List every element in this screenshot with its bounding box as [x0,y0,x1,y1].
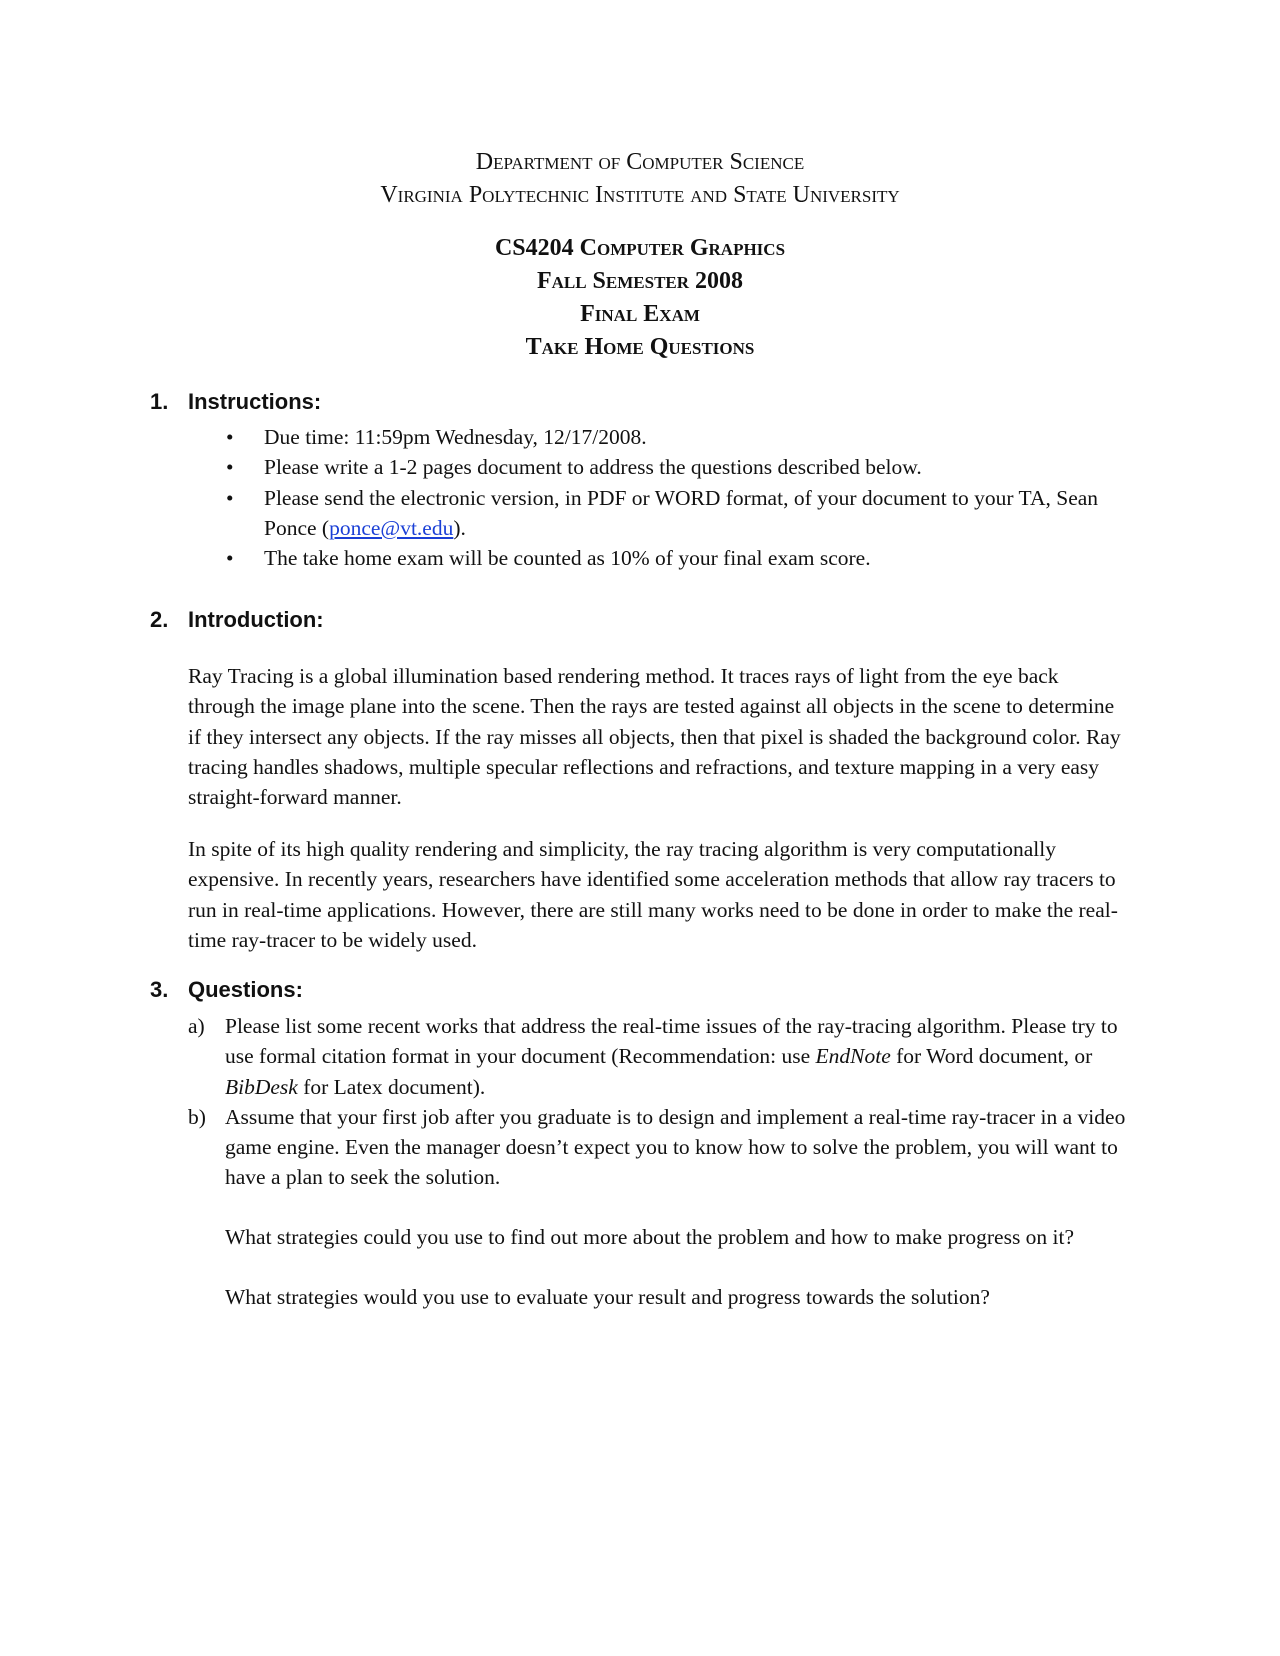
bullet-icon: • [226,455,234,480]
exam-subtitle: Take Home Questions [525,334,755,360]
exam-title-block [0,232,1280,364]
section-number: 1. [150,389,169,414]
question-label: b) [188,1104,206,1129]
section-heading-instructions [150,388,321,416]
bullet-icon: • [226,546,234,571]
bibdesk-name: BibDesk [225,1074,298,1099]
instructions-list [0,422,1280,573]
list-item [0,483,1124,544]
due-time-text: Due time: 11:59pm Wednesday, 12/17/2008. [264,425,647,449]
questions-list [0,1011,1280,1193]
list-item [0,452,1124,482]
introduction-paragraph-1: Ray Tracing is a global illumination based rendering method. It traces rays of light from the eye back through the image plane into the scene. Then the rays are tested against all objects in the scene to determine if they intersect any objects. If the ray misses all objects, then that pixel is shaded the background color. Ray tracing handles shadows, multiple specular reflections and refractions, and texture mapping in a very easy straight-forward manner. [188,664,1121,810]
course-title: CS4204 Computer Graphics [494,235,786,261]
submission-text: Please send the electronic version, in PDF or WORD format, of your document to your TA, Sean Ponce ( [264,485,1099,540]
section-number: 3. [150,977,169,1002]
question-a-text-2: for Word document, or [890,1044,1093,1069]
list-item [0,422,1124,452]
bullet-icon: • [226,485,234,510]
list-item [0,543,1124,573]
institution-header [0,146,1280,212]
question-b-text: Assume that your first job after you graduate is to design and implement a real-time ray-tracer in a video game engine. Even the manager doesn’t expect you to know how to solve the problem, you will want to have a plan to seek the solution. [225,1104,1126,1190]
submission-text-end: ). [453,515,466,540]
exam-title: Final Exam [580,301,700,327]
question-b-strategy-2: What strategies would you use to evaluate your result and progress towards the solution? [225,1285,990,1309]
university-name: Virginia Polytechnic Institute and State University [380,182,900,208]
question-a-text: Please list some recent works that address the real-time issues of the ray-tracing algorithm. Please try to use formal citation format in your document (Recommendation: use [225,1014,1118,1069]
ta-email-link[interactable]: ponce@vt.edu [329,515,454,540]
length-text: Please write a 1-2 pages document to address the questions described below. [264,455,922,480]
semester-title: Fall Semester 2008 [536,268,744,294]
section-number: 2. [150,607,169,632]
question-b [0,1102,1135,1193]
question-b-strategy-1: What strategies could you use to find out more about the problem and how to make progress on it? [225,1225,1075,1249]
question-a [0,1011,1135,1102]
section-title-text: Questions: [188,977,303,1002]
department-name: Department of Computer Science [475,149,805,175]
question-label: a) [188,1014,205,1038]
introduction-paragraph-2: In spite of its high quality rendering and simplicity, the ray tracing algorithm is very computationally expensive. In recently years, researchers have identified some acceleration methods that allow ray tracers to run in real-time applications. However, there are still many works need to be done in order to make the real-time ray-tracer to be widely used. [188,837,1118,952]
section-heading-introduction [150,606,324,634]
section-title-text: Instructions: [188,389,322,414]
weight-text: The take home exam will be counted as 10% of your final exam score. [264,546,871,571]
bullet-icon: • [226,425,234,449]
section-title-text: Introduction: [188,607,324,632]
question-a-text-3: for Latex document). [297,1074,486,1099]
section-heading-questions [150,976,303,1004]
endnote-name: EndNote [815,1044,891,1069]
